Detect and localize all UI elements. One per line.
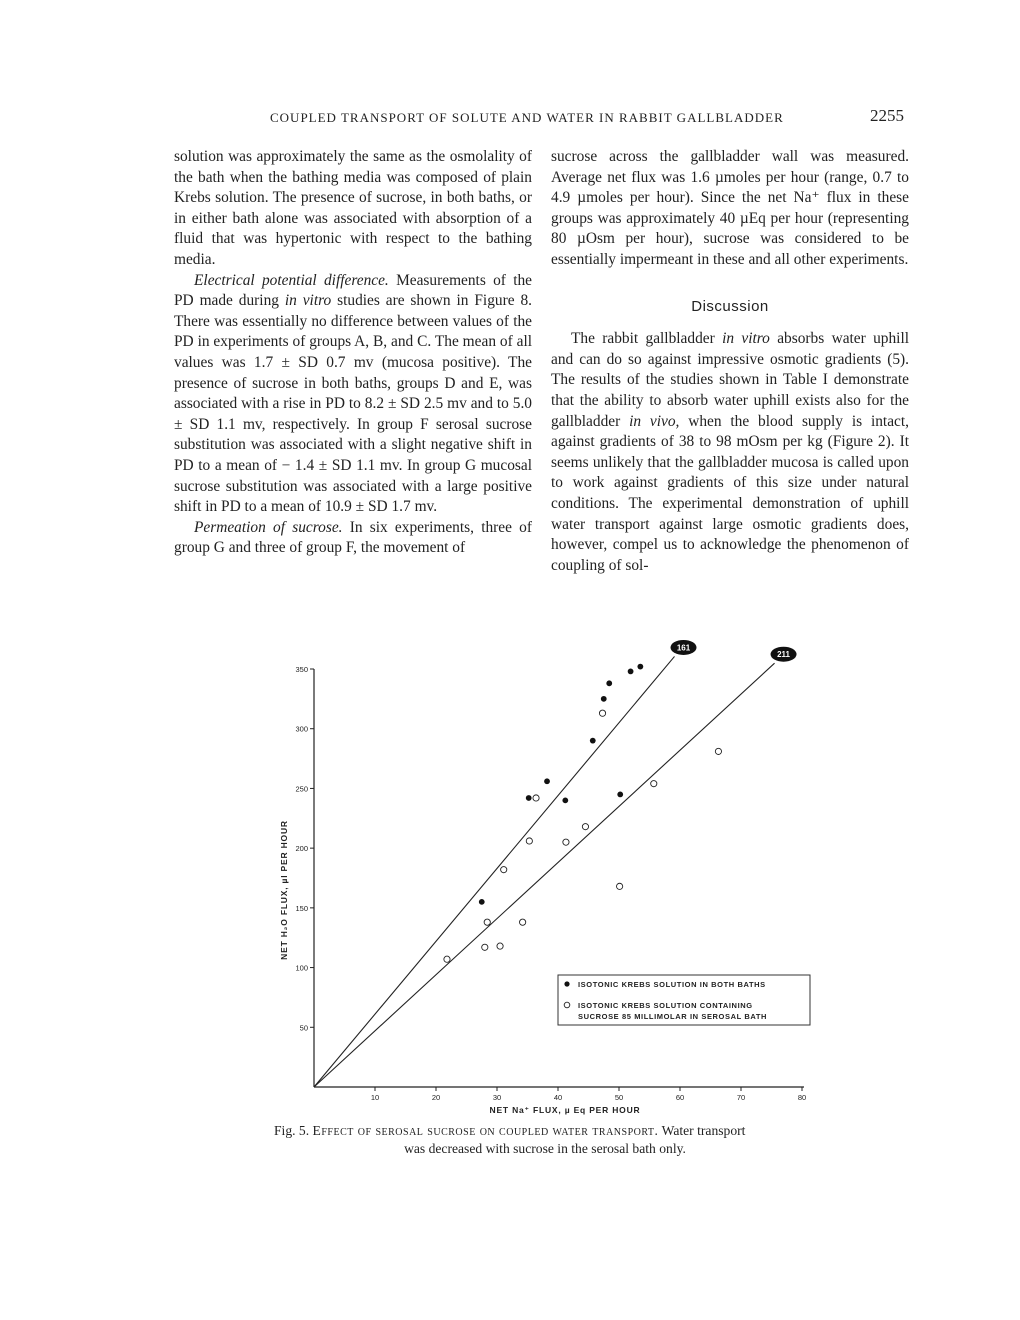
paragraph: sucrose across the gallbladder wall was measured. Average net flux was 1.6 µmoles per hour (range, 0.7 to 4.9 µmoles per hour). Since the net Na⁺ flux in these groups was approximately 40 µEq per hour (representing 80 µOsm per hour), sucrose was considered to be essentially impermeant in these and all other experiments. (551, 148, 909, 268)
x-tick-label: 40 (553, 1093, 563, 1102)
y-tick-label: 50 (299, 1023, 308, 1033)
paragraph: Electrical potential difference. Measurements of the PD made during in vitro studies are shown in Figure 8. There was essentially no difference between values of the PD in experiments of groups A, B, and C. The mean of all values was 1.7 ± SD 0.7 mv (mucosa positive). The presence of sucrose in both baths, groups D and E, was associated with a rise in PD to 8.2 ± SD 2.5 mv and to 5.0 ± SD 1.1 mv, respectively. In group F serosal sucrose substitution was associated with a slight negative shift in PD to a mean of − 1.4 ± SD 1.1 mv. In group G mucosal sucrose substitution was associated with a large positive shift in PD to a mean of 10.9 ± SD 1.7 mv. (174, 271, 533, 516)
x-tick-label: 50 (614, 1093, 624, 1102)
paragraph: solution was approximately the same as the osmolality of the bath when the bathing media was composed of plain Krebs solution. The presence of sucrose, in both baths, or in either bath alone was associated with absorption of a fluid that was hypertonic with respect to the bathing media. (174, 148, 532, 268)
figure-caption (274, 1122, 816, 1158)
data-point-open (651, 781, 657, 787)
x-axis-label: NET Na⁺ FLUX, µ Eq PER HOUR (489, 1105, 641, 1115)
y-axis-label: NET H₂O FLUX, µl PER HOUR (279, 820, 289, 960)
data-point-filled (544, 778, 550, 784)
data-point-filled (479, 899, 485, 905)
data-point-open (617, 883, 623, 889)
data-point-filled (617, 792, 623, 798)
data-point-filled (606, 680, 612, 686)
y-tick-label: 200 (295, 844, 308, 854)
subheading: Electrical potential difference. (194, 271, 389, 289)
data-point-filled (601, 696, 607, 702)
data-point-filled (590, 738, 596, 744)
data-point-open (482, 944, 488, 950)
data-point-open (533, 795, 539, 801)
page-number: 2255 (870, 106, 904, 125)
x-tick-label: 20 (431, 1093, 441, 1102)
paragraph: The rabbit gallbladder in vitro absorbs water uphill and can do so against impressive osmotic gradients (5). The results of the studies shown in Table I demonstrate that the ability to absorb water uphill exists also for the gallbladder in vivo, when the blood supply is intact, against gradients of 38 to 98 mOsm per kg (Figure 2). It seems unlikely that the gallbladder mucosa is called upon to work against gradients of this size under natural conditions. The experimental demonstration of uphill water transport against large osmotic gradients does, however, compel us to acknowledge the phenomenon of coupling of sol- (551, 330, 909, 574)
data-point-open (520, 919, 526, 925)
y-tick-label: 350 (295, 665, 308, 674)
data-point-open (484, 919, 490, 925)
running-head: COUPLED TRANSPORT OF SOLUTE AND WATER IN RABBIT GALLBLADDER (270, 110, 784, 125)
data-point-filled (526, 795, 532, 801)
paragraph: Permeation of sucrose. In six experiments, three of group G and three of group F, the movement of (174, 518, 532, 557)
caption-title: Effect of serosal sucrose on coupled water transport. (312, 1123, 659, 1138)
x-tick-label: 60 (675, 1093, 685, 1102)
line-badge-label: 161 (676, 643, 691, 653)
data-point-filled (628, 668, 634, 674)
data-point-open (599, 710, 605, 716)
y-tick-label: 300 (295, 724, 308, 734)
data-point-open (501, 867, 507, 873)
x-tick-label: 10 (370, 1093, 380, 1102)
y-tick-label: 100 (295, 963, 308, 973)
line-badge-label: 211 (777, 650, 791, 660)
legend (558, 975, 810, 1025)
regression-line (314, 656, 675, 1087)
subheading: Permeation of sucrose. (194, 518, 343, 536)
data-point-filled (637, 664, 643, 670)
data-point-open (444, 956, 450, 962)
regression-line (314, 663, 775, 1087)
data-point-open (497, 943, 503, 949)
legend-marker-filled (564, 981, 569, 986)
legend-entry-2: ISOTONIC KREBS SOLUTION CONTAINING (578, 1001, 753, 1010)
y-tick-label: 250 (295, 784, 308, 794)
legend-marker-open (564, 1002, 570, 1008)
x-tick-label: 80 (797, 1093, 807, 1102)
legend-entry-2-cont: SUCROSE 85 MILLIMOLAR IN SEROSAL BATH (578, 1012, 768, 1021)
data-point-open (563, 839, 569, 845)
caption-text: Water transport (661, 1123, 746, 1138)
caption-text-2: was decreased with sucrose in the serosal bath only. (404, 1141, 686, 1156)
data-point-open (526, 838, 532, 844)
legend-entry-1: ISOTONIC KREBS SOLUTION IN BOTH BATHS (578, 980, 766, 989)
x-tick-label: 70 (736, 1093, 746, 1102)
y-tick-label: 150 (295, 903, 308, 913)
data-point-open (715, 748, 721, 754)
section-heading: Discussion (691, 297, 769, 315)
data-point-filled (562, 797, 568, 803)
data-point-open (582, 824, 588, 830)
caption-label: Fig. 5. (274, 1123, 310, 1138)
x-tick-label: 30 (492, 1093, 502, 1102)
